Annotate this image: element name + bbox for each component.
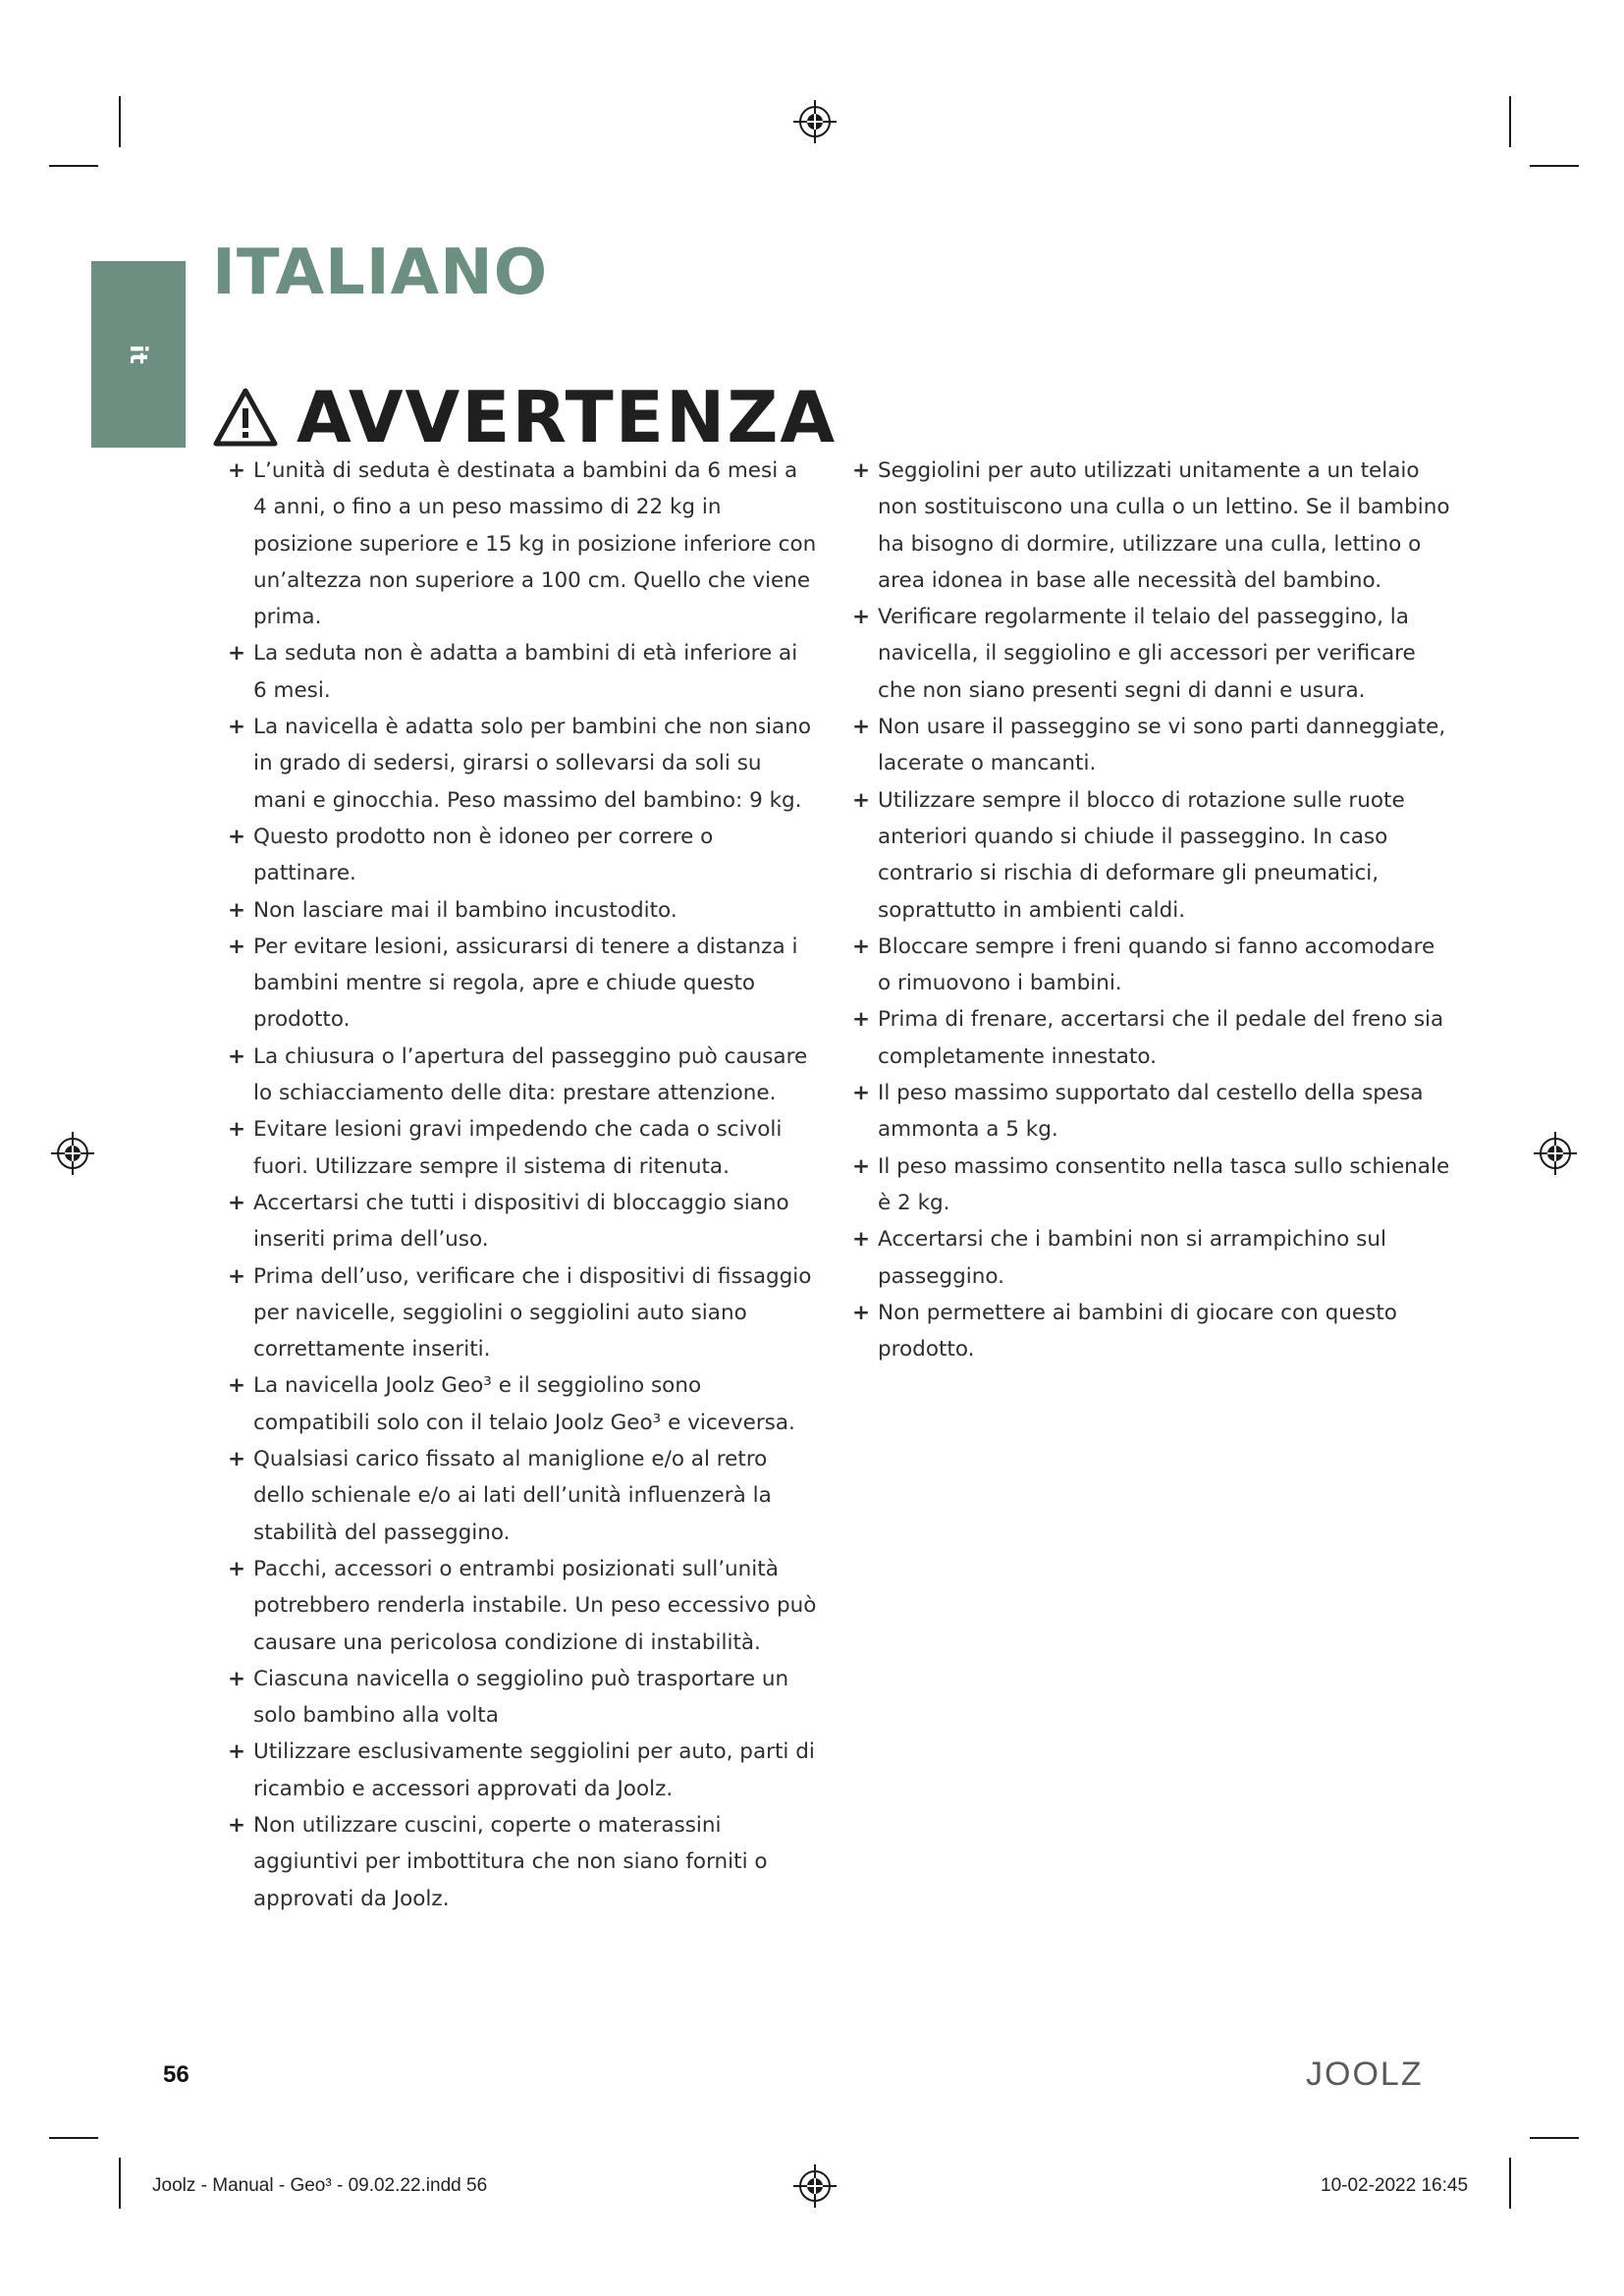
warning-text: La navicella è adatta solo per bambini che non siano in grado di sedersi, girarsi o sollevarsi da soli su mani e ginocchia. Peso massimo del bambino: 9 kg. [253,715,811,813]
warning-title: AVVERTENZA [297,376,838,458]
warning-text: Accertarsi che i bambini non si arrampichino sul passeggino. [878,1227,1386,1289]
warning-text: La chiusura o l’apertura del passeggino può causare lo schiacciamento delle dita: prestare attenzione. [253,1043,808,1106]
crop-mark [1509,2158,1511,2209]
warning-list-item [228,892,817,929]
warning-list-item [228,929,817,1039]
warning-list-item [852,453,1451,599]
warning-text: Pacchi, accessori o entrambi posizionati sull’unità potrebbero renderla instabile. Un peso eccessivo può causare una pericolosa condizione di instabilità. [253,1556,817,1655]
warning-list-item [228,1185,817,1258]
warning-list-item [228,635,817,709]
warning-text: Il peso massimo supportato dal cestello della spesa ammonta a 5 kg. [878,1081,1424,1143]
warning-heading [212,378,837,456]
warning-text: Non utilizzare cuscini, coperte o materassini aggiuntivi per imbottitura che non siano forniti o approvati da Joolz. [253,1812,768,1911]
bullet-plus: + [228,1117,246,1143]
bullet-plus: + [228,1556,246,1581]
bullet-plus: + [852,934,871,959]
warnings-left-column [228,453,817,1917]
bullet-plus: + [228,897,246,923]
registration-mark-icon [1534,1132,1577,1175]
warning-text: Seggiolini per auto utilizzati unitamente a un telaio non sostituiscono una culla o un lettino. Se il bambino ha bisogno di dormire, utilizzare una culla, lettino o area idonea in base alle necessità del bambino. [878,458,1450,593]
warning-text: Non usare il passeggino se vi sono parti danneggiate, lacerate o mancanti. [878,715,1446,776]
warning-triangle-icon [212,387,279,448]
bullet-plus: + [228,715,246,740]
bullet-plus: + [852,1227,871,1253]
bullet-plus: + [228,1666,246,1691]
warning-text: Bloccare sempre i freni quando si fanno accomodare o rimuovono i bambini. [878,934,1435,996]
warning-list-item [852,782,1451,929]
registration-mark-icon [793,100,837,143]
bullet-plus: + [228,934,246,959]
warning-list-item [228,819,817,892]
bullet-plus: + [228,641,246,667]
warning-list-item [228,709,817,819]
warning-text: Prima di frenare, accertarsi che il pedale del freno sia completamente innestato. [878,1007,1444,1069]
bullet-plus: + [852,605,871,630]
warning-list-item [852,1148,1451,1222]
warning-list-item [228,1111,817,1185]
bullet-plus: + [852,1153,871,1179]
warning-list-item [852,1075,1451,1148]
warning-text: Non lasciare mai il bambino incustodito. [253,897,677,923]
warning-list-item [852,599,1451,709]
brand-logo: JOOLZ [1306,2056,1424,2093]
crop-mark [49,2137,98,2139]
warning-text: Ciascuna navicella o seggiolino può trasportare un solo bambino alla volta [253,1666,789,1729]
warning-list-item [852,1221,1451,1295]
warning-list-item [228,1441,817,1551]
warning-text: L’unità di seduta è destinata a bambini da 6 mesi a 4 anni, o fino a un peso massimo di 22 kg in posizione superiore e 15 kg in posizione inferiore con un’altezza non superiore a 100 cm. Quello che viene prima. [253,458,817,630]
bullet-plus: + [228,1447,246,1472]
print-slug-file: Joolz - Manual - Geo³ - 09.02.22.indd 56 [152,2175,488,2196]
crop-mark [1530,2137,1579,2139]
bullet-plus: + [852,715,871,740]
bullet-plus: + [228,1373,246,1399]
warning-list-item [852,929,1451,1002]
warning-text: Non permettere ai bambini di giocare con questo prodotto. [878,1300,1397,1362]
warning-list-item [852,1001,1451,1075]
bullet-plus: + [852,1081,871,1106]
warning-list-item [228,1661,817,1735]
bullet-plus: + [228,458,246,483]
warning-text: Evitare lesioni gravi impedendo che cada o scivoli fuori. Utilizzare sempre il sistema di ritenuta. [253,1117,783,1179]
crop-mark [119,2158,121,2209]
warning-list-item [228,1367,817,1441]
language-code: it [124,345,152,364]
language-side-tab [91,261,186,448]
page-number: 56 [163,2061,189,2088]
warning-list-item [228,1807,817,1917]
print-slug-date: 10-02-2022 16:45 [1321,2175,1469,2196]
warning-text: Utilizzare sempre il blocco di rotazione sulle ruote anteriori quando si chiude il passeggino. In caso contrario si rischia di deformare gli pneumatici, soprattutto in ambienti caldi. [878,787,1405,923]
bullet-plus: + [228,824,246,849]
warning-text: Verificare regolarmente il telaio del passeggino, la navicella, il seggiolino e gli accessori per verificare che non siano presenti segni di danni e usura. [878,605,1416,703]
warning-text: Il peso massimo consentito nella tasca sullo schienale è 2 kg. [878,1153,1450,1215]
warning-list-item [228,1551,817,1661]
registration-mark-icon [793,2164,837,2208]
warning-text: Accertarsi che tutti i dispositivi di bloccaggio siano inseriti prima dell’uso. [253,1190,789,1253]
warning-text: Utilizzare esclusivamente seggiolini per auto, parti di ricambio e accessori approvati da Joolz. [253,1739,815,1801]
warning-list-item [228,1734,817,1807]
bullet-plus: + [228,1190,246,1215]
crop-mark [1509,96,1511,147]
crop-mark [1530,165,1579,167]
crop-mark [119,96,121,147]
warning-list-item [852,709,1451,782]
bullet-plus: + [852,458,871,483]
warning-text: La seduta non è adatta a bambini di età inferiore ai 6 mesi. [253,641,798,703]
warning-text: Qualsiasi carico fissato al maniglione e/o al retro dello schienale e/o ai lati dell’unità influenzerà la stabilità del passeggino. [253,1447,772,1545]
bullet-plus: + [228,1812,246,1838]
bullet-plus: + [228,1739,246,1765]
warning-text: La navicella Joolz Geo³ e il seggiolino sono compatibili solo con il telaio Joolz Geo³ e viceversa. [253,1373,795,1435]
warning-list-item [852,1295,1451,1368]
bullet-plus: + [852,1300,871,1325]
registration-mark-icon [51,1132,94,1175]
warning-list-item [228,453,817,635]
bullet-plus: + [228,1263,246,1289]
warning-text: Prima dell’uso, verificare che i dispositivi di fissaggio per navicelle, seggiolini o seggiolini auto siano correttamente inseriti. [253,1263,812,1362]
language-title: ITALIANO [212,237,549,309]
warnings-right-column [852,453,1451,1367]
warning-list-item [228,1039,817,1112]
warning-text: Questo prodotto non è idoneo per correre o pattinare. [253,824,714,886]
bullet-plus: + [852,1007,871,1033]
warning-list-item [228,1258,817,1368]
warning-text: Per evitare lesioni, assicurarsi di tenere a distanza i bambini mentre si regola, apre e chiude questo prodotto. [253,934,798,1033]
bullet-plus: + [228,1043,246,1069]
crop-mark [49,165,98,167]
bullet-plus: + [852,787,871,813]
